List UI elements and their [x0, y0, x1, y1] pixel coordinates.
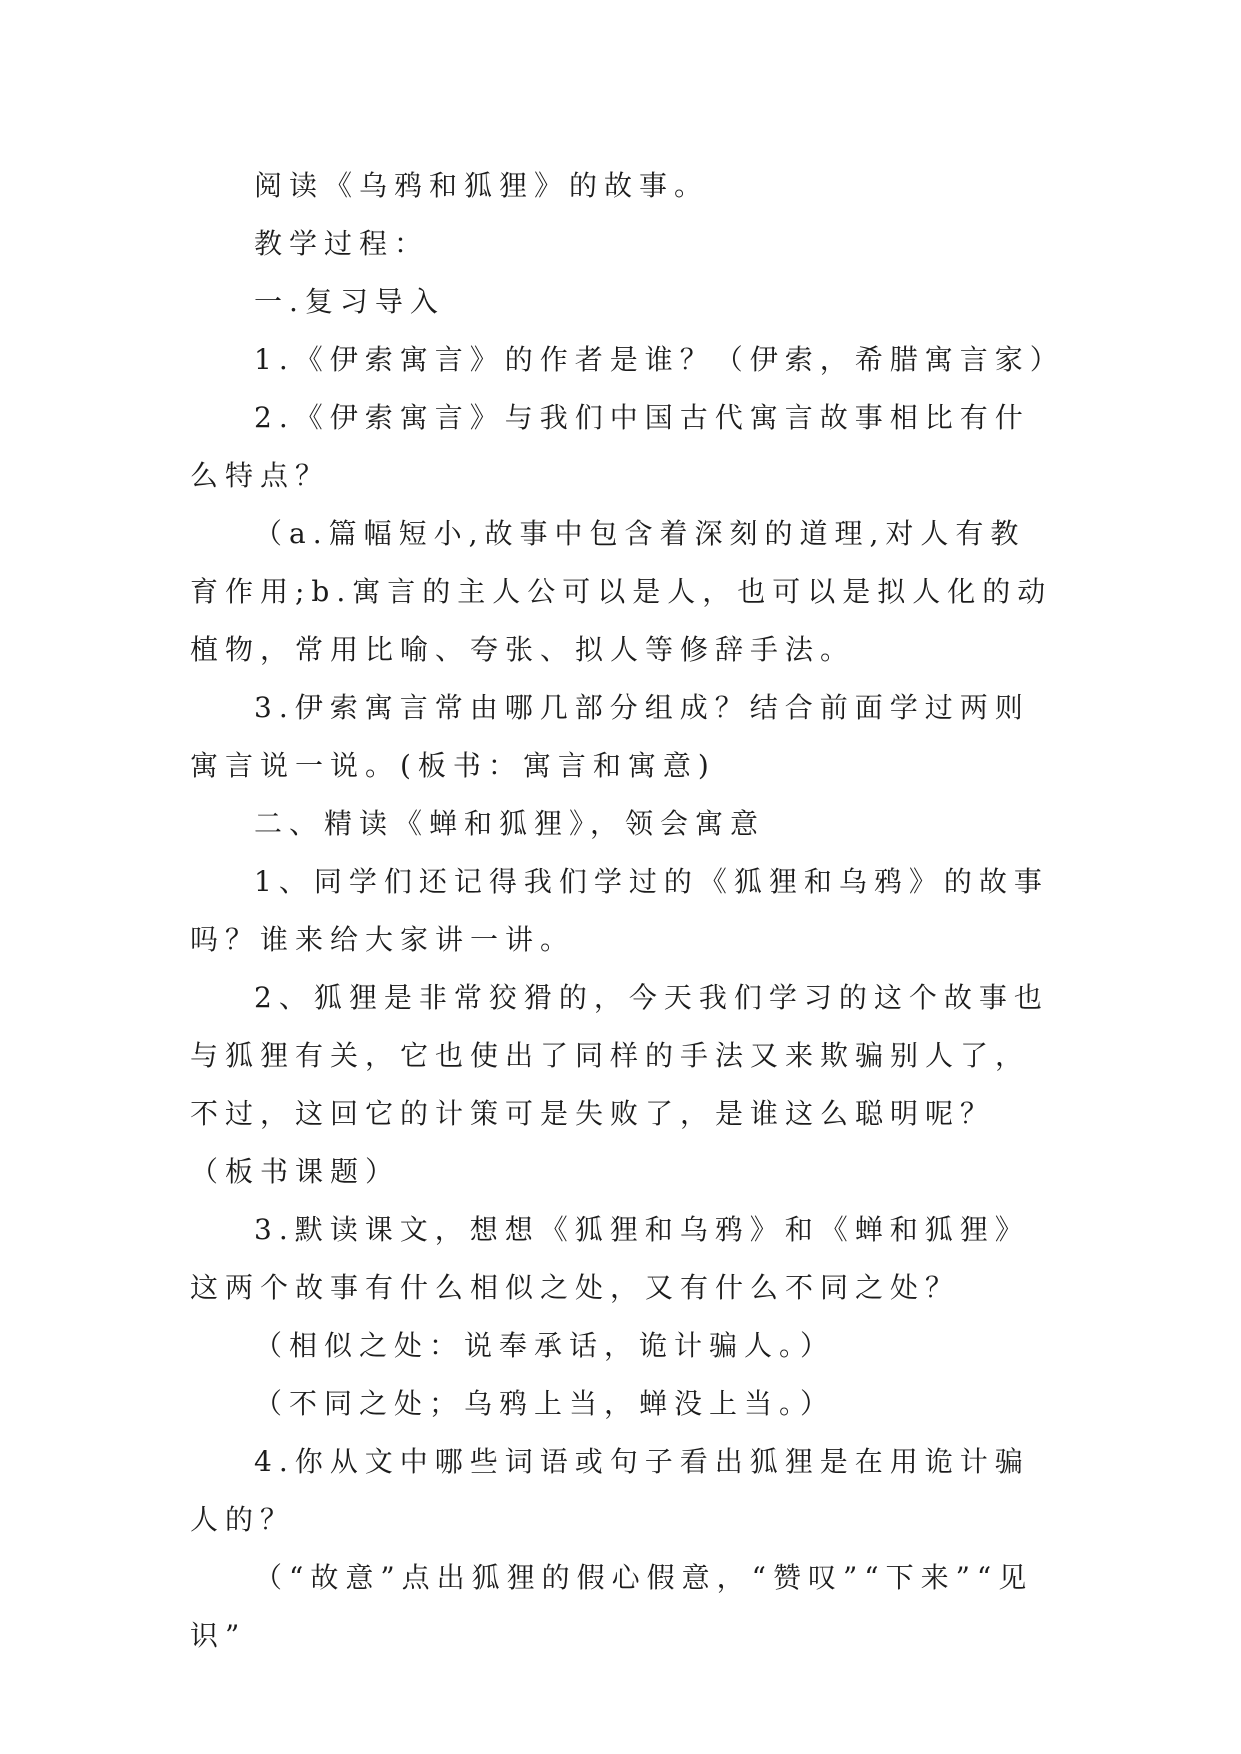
paragraph-question-1: 1.《伊索寓言》的作者是谁？（伊索，希腊寓言家） [254, 343, 1065, 376]
paragraph-section-two-heading: 二、精读《蝉和狐狸》，领会寓意 [254, 807, 766, 840]
paragraph-item-4: 4.你从文中哪些词语或句子看出狐狸是在用诡计骗人的？ [190, 1445, 1030, 1536]
paragraph-reading-assignment: 阅读《乌鸦和狐狸》的故事。 [254, 169, 710, 202]
paragraph-item-1: 1、同学们还记得我们学过的《狐狸和乌鸦》的故事吗？谁来给大家讲一讲。 [190, 865, 1049, 956]
paragraph-differences: （不同之处；乌鸦上当，蝉没上当。） [254, 1387, 836, 1420]
paragraph-answer-2: （a.篇幅短小,故事中包含着深刻的道理,对人有教育作用;b.寓言的主人公可以是人，也可以是拟人化的动植物，常用比喻、夸张、拟人等修辞手法。 [190, 517, 1053, 666]
paragraph-item-3: 3.默读课文，想想《狐狸和乌鸦》和《蝉和狐狸》这两个故事有什么相似之处，又有什么不同之处？ [190, 1213, 1030, 1304]
paragraph-question-2: 2.《伊索寓言》与我们中国古代寓言故事相比有什么特点？ [190, 401, 1030, 492]
paragraph-section-one-heading: 一.复习导入 [254, 285, 445, 318]
paragraph-item-2: 2、狐狸是非常狡猾的，今天我们学习的这个故事也与狐狸有关，它也使出了同样的手法又来欺骗别人了，不过，这回它的计策可是失败了，是谁这么聪明呢？（板书课题） [190, 981, 1049, 1188]
paragraph-question-3: 3.伊索寓言常由哪几部分组成？结合前面学过两则寓言说一说。(板书：寓言和寓意) [190, 691, 1030, 782]
paragraph-teaching-process-heading: 教学过程： [254, 227, 430, 260]
paragraph-similarities: （相似之处：说奉承话，诡计骗人。） [254, 1329, 836, 1362]
paragraph-answer-4: （“故意”点出狐狸的假心假意，“赞叹”“下来”“见识” [190, 1561, 1034, 1652]
